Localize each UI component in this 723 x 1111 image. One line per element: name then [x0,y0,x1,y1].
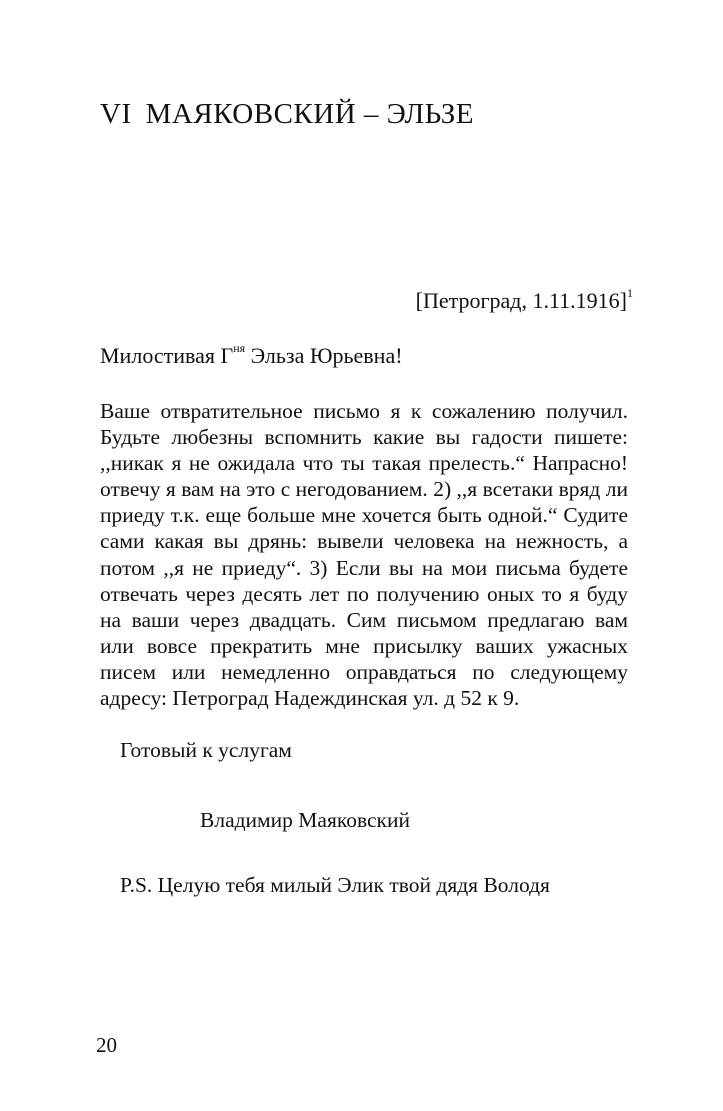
letter-postscript: P.S. Целую тебя милый Элик твой дядя Володя [120,873,550,897]
letter-date-text: [Петроград, 1.11.1916] [415,288,627,313]
letter-closing: Готовый к услугам [120,738,292,762]
letter-date [416,288,633,314]
chapter-number: VI [100,98,132,130]
salutation-end: Эльза Юрьевна! [245,343,403,368]
letter-salutation [100,343,403,369]
chapter-title [100,98,474,131]
footnote-marker: 1 [627,286,633,300]
letter-body: Ваше отвратительное письмо я к сожалению получил. Будьте любезны вспомнить какие вы гадости пишете: ,,никак я не ожидала что ты такая прелесть.“ Напрасно! отвечу я вам на это с негодованием. 2) ,,я всетаки вряд ли приеду т.к. еще больше мне хочется быть одной.“ Судите сами какая вы дрянь: вывели человека на нежность, а потом ,,я не приеду“. 3) Если вы на мои письма будете отвечать через десять лет по получению оных то я буду на ваши через двадцать. Сим письмом предлагаю вам или вовсе прекратить мне присылку ваших ужасных писем или немедленно оправдаться по следующему адресу: Петроград Надеждинская ул. д 52 к 9. [100,399,628,711]
salutation-superscript: ня [233,341,246,355]
page-number: 20 [96,1033,117,1057]
salutation-start: Милостивая Г [100,343,234,368]
chapter-heading: МАЯКОВСКИЙ – ЭЛЬЗЕ [145,98,474,130]
letter-signature: Владимир Маяковский [200,808,410,832]
